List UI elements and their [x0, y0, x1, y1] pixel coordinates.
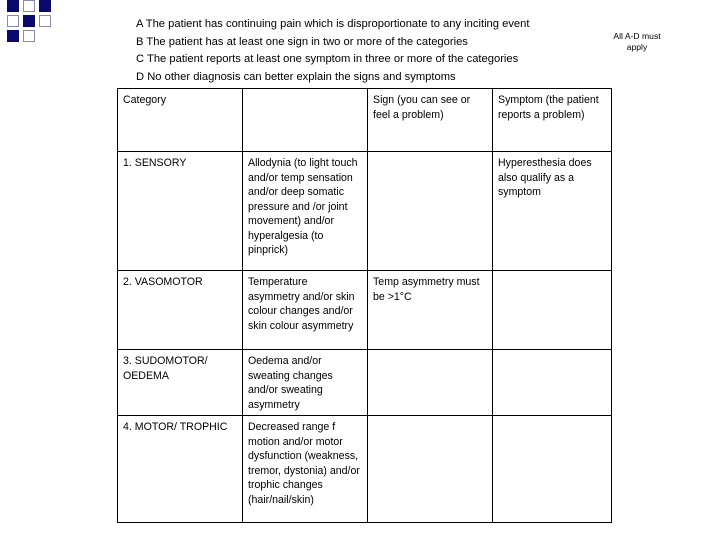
row-category: 1. SENSORY	[118, 152, 243, 271]
decor-square	[7, 30, 19, 42]
row-sign: Temp asymmetry must be >1°C	[368, 271, 493, 350]
row-sign	[368, 152, 493, 271]
table-row	[118, 350, 612, 416]
decor-square	[7, 0, 19, 12]
criterion-c: C The patient reports at least one symptom in three or more of the categories	[136, 53, 519, 65]
table-row	[118, 416, 612, 523]
requirement-note: All A-D must apply	[613, 31, 661, 52]
row-symptom: Hyperesthesia does also qualify as a symptom	[493, 152, 612, 271]
row-category: 3. SUDOMOTOR/ OEDEMA	[118, 350, 243, 416]
decor-square	[23, 30, 35, 42]
criterion-a: A The patient has continuing pain which is disproportionate to any inciting event	[136, 18, 530, 30]
decorative-square-pattern	[0, 0, 70, 45]
row-description: Allodynia (to light touch and/or temp sensation and/or deep somatic pressure and /or joint movement) and/or hyperalgesia (to pinprick)	[243, 152, 368, 271]
row-category: 4. MOTOR/ TROPHIC	[118, 416, 243, 523]
header-sign: Sign (you can see or feel a problem)	[368, 89, 493, 152]
table-header-row	[118, 89, 612, 152]
row-description: Temperature asymmetry and/or skin colour changes and/or skin colour asymmetry	[243, 271, 368, 350]
decor-square	[7, 15, 19, 27]
criteria-list	[136, 16, 529, 86]
row-description: Decreased range f motion and/or motor dysfunction (weakness, tremor, dystonia) and/or trophic changes (hair/nail/skin)	[243, 416, 368, 523]
row-description: Oedema and/or sweating changes and/or sweating asymmetry	[243, 350, 368, 416]
row-category: 2. VASOMOTOR	[118, 271, 243, 350]
row-symptom	[493, 416, 612, 523]
table-row	[118, 271, 612, 350]
header-description	[243, 89, 368, 152]
decor-square	[39, 15, 51, 27]
criteria-table	[117, 88, 612, 523]
decor-square	[39, 0, 51, 12]
table-row	[118, 152, 612, 271]
row-sign	[368, 350, 493, 416]
header-category: Category	[118, 89, 243, 152]
criterion-d: D No other diagnosis can better explain the signs and symptoms	[136, 70, 456, 83]
decor-square	[23, 0, 35, 12]
decor-square	[23, 15, 35, 27]
criterion-b: B The patient has at least one sign in two or more of the categories	[136, 35, 468, 48]
row-symptom	[493, 271, 612, 350]
header-symptom: Symptom (the patient reports a problem)	[493, 89, 612, 152]
row-sign	[368, 416, 493, 523]
row-symptom	[493, 350, 612, 416]
